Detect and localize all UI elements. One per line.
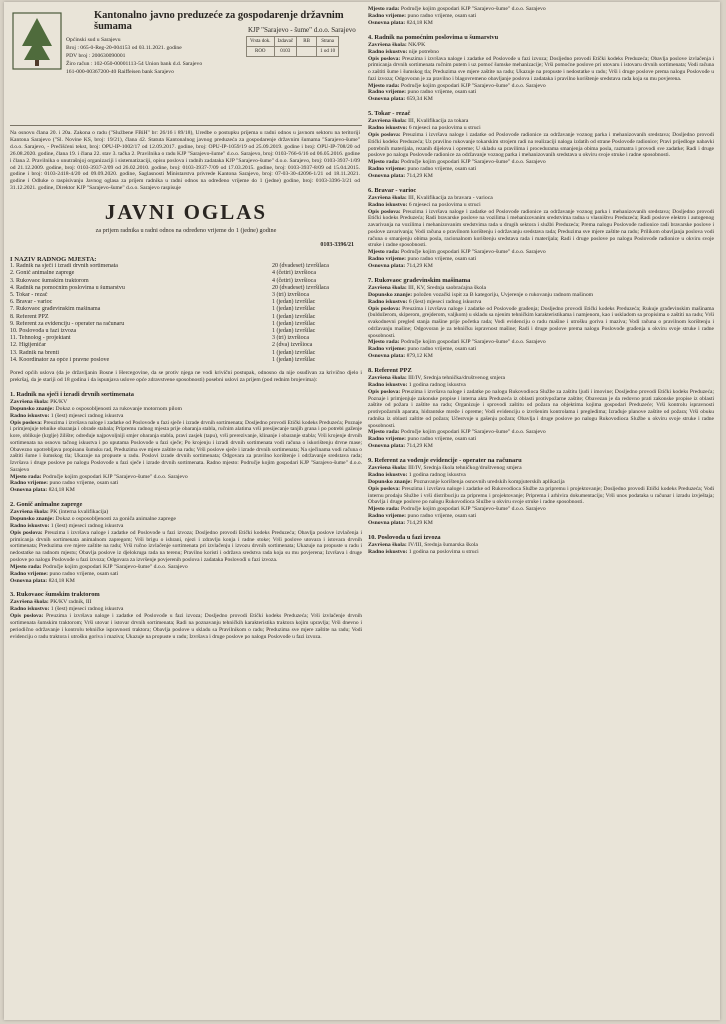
job-attribute-label: Osnovna plata: [368, 443, 406, 450]
job-attribute [368, 292, 714, 299]
letterhead [10, 8, 362, 126]
job-description [368, 132, 714, 159]
ref-header: Izdavač [274, 37, 297, 47]
job-description-text: Preuzima i izvršava naloge i zadatke od Poslovođe radionice za održavanje voznog parka i mehanizovanih sredstava; Dosljedno provodi Etički kodeks Preduzeća; Radi bravarske poslove na vozilima i mehanizovanim sredstvima radna u vlasništvu Preduzeća; Radi poslove elektro i autogenog zavarivanja na vozilima i mehanizovanim sredstvima rada u drugih sektora i službi Preduzeća; Prema nalogu Poslovođe radionice radi bravarske poslove i poslove zavarivanja; Vodi računa o pravilnom korištenju i održavanju sredstava rada; Preduzima sve mjere zaštite na radu; Prilikom obavljanja poslova vodi računa o smanjenju obima posla, racionalnom korištenju sredstava rada i materijala; Radi i druge poslove po nalogu Poslovođe radionice u okviru svoje struke i radne sposobnosti. [368, 208, 714, 249]
jobs-left [10, 391, 362, 640]
job-attribute-label: Osnovna plata: [368, 353, 406, 360]
job-attribute [10, 406, 362, 413]
left-column [10, 8, 362, 1014]
job-attribute [368, 118, 714, 125]
info-line: PDV broj : 200630090001 [66, 53, 126, 59]
job-description-text: Preuzima i izvršava naloge i zadatke od Poslovođe u fazi sječe i izrade drvnih sortimenata; Dosljedno provodi Etički kodeks Preduzeća; Poznaje i primjenjuje tehnike obaranja i obrade stabala; Pripremu radnog mjesta prije obaranja stabla, ručnim alatima vrši presijecanje tanjih grana i po potrebi gaženje kore, oblikuje (krglje) žilište; određuje najpovoljniji smjer obaranja stabla, pravi zasjek (tapu), vrši prerezivanje, klinanje i obaranje stabla; Vrši krojenje drvnih sortimenata na osnovu tačnog iskustva i po uputama Poslovođe u fazi sječe; Po krojenju i izradi drvnih sortimenata vodi računa o iskorištenju drvne mase; Obavezno upotrebljava propisanu šumsku rad, Preduzima sve mjere zaštite na radu; Vrši poslove sječe i izrade drvnih sortimenata; Na sječinama vodi računa o zaštiti šume i šumskog tla; Ukazuje na propuste u radu. Poslovi izrade drvnih sortimenata; Odgovara za pravilno korištenje i održavanje sredstava rada; Izvršava i druge poslove po nalogu Poslovođe u fazi sječe i izrade drvnih sortimenata. Radno mjesto: Područje kojim gospodari KJP "Sarajevo-šume" d.o.o. Sarajevo [10, 419, 362, 473]
job-attribute-value: Područje kojim gospodari KJP "Sarajevo-šume" d.o.o. Sarajevo [399, 6, 546, 12]
position-row [10, 285, 362, 292]
job-description [10, 420, 362, 474]
job-attribute-label: Radno iskustvo: [368, 298, 408, 305]
job-description-label: Opis poslova: [10, 613, 46, 620]
positions-list [10, 263, 362, 364]
job-attribute-value: 1 (šest) mjeseci radnog iskustva [49, 606, 124, 613]
job-attribute [368, 42, 714, 49]
job-attribute-value: puno radno vrijeme, osam sati [48, 570, 119, 577]
title-block [10, 192, 362, 234]
job-attribute-label: Radno vrijeme: [10, 480, 49, 487]
position-name: 1. Radnik na sječi i izradi drvnih sortimenata [10, 263, 118, 270]
job-attribute-label: Mjesto rada: [368, 429, 400, 436]
job-attribute-label: Radno iskustvo: [10, 412, 50, 419]
job-attribute-value: 1 (šest) mjeseci radnog iskustva [49, 523, 124, 530]
job-description [368, 389, 714, 430]
job-description-label: Opis poslova: [368, 132, 403, 139]
position-row [10, 270, 362, 277]
job-attribute-value: 714,29 KM [405, 262, 433, 269]
job-attribute [368, 256, 714, 263]
job-attribute [368, 443, 714, 450]
position-count: 20 (dvadeset) izvršilaca [272, 263, 329, 270]
job-attribute-value: Dokaz o osposobljenosti za goniča animalne zaprege [54, 516, 176, 523]
job-attribute [10, 399, 362, 406]
position-count: 20 (dvadeset) izvršilaca [272, 284, 329, 291]
job-attribute [368, 83, 714, 90]
job-attribute [10, 480, 362, 487]
job-attribute-label: Završena škola: [368, 284, 407, 291]
job-attribute-value: Područje kojim gospodari KJP "Sarajevo-šume" d.o.o. Sarajevo [399, 429, 546, 436]
job-attribute-label: Radno vrijeme: [368, 165, 407, 172]
job-attribute [368, 173, 714, 180]
job-attribute-value: Područje kojim gospodari KJP "Sarajevo-šume" d.o.o. Sarajevo [399, 159, 546, 166]
job-attribute [368, 285, 714, 292]
job-section [368, 534, 714, 556]
position-count: 1 (jedan) izvršilac [272, 320, 316, 327]
job-attribute-value: 824,18 KM [405, 19, 433, 26]
job-section [368, 34, 714, 104]
position-row [10, 342, 362, 349]
job-attribute-label: Radno iskustvo: [10, 606, 50, 613]
job-attribute [10, 413, 362, 420]
ref-value: 1 od 10 [317, 47, 339, 57]
job-attribute-label: Mjesto rada: [368, 506, 400, 512]
job-attribute-value: 1 godina na poslovima u struci [407, 548, 479, 555]
job-attribute-value: 6 mjeseci na poslovima u struci [407, 201, 481, 208]
job-attribute-value: Područje kojim gospodari KJP "Sarajevo-šume" d.o.o. Sarajevo [41, 473, 188, 480]
job-attribute-value: NK/PK [406, 41, 426, 48]
job-section [10, 391, 362, 494]
job-description [10, 530, 362, 564]
job-title: 6. Bravar - varioc [368, 186, 417, 194]
position-row [10, 357, 362, 364]
job-attribute [368, 13, 714, 20]
page-subtitle: za prijem radnika u radni odnos na određeno vrijeme do 1 (jedne) godine [95, 227, 277, 235]
document-ref-table [246, 36, 339, 57]
position-row [10, 321, 362, 328]
position-name: 14. Koordinator za opće i pravne poslove [10, 356, 110, 363]
job-attribute-label: Osnovna plata: [368, 172, 406, 179]
job-title: 2. Gonič animalne zaprege [10, 501, 83, 509]
job-attribute-label: Osnovna plata: [10, 487, 48, 494]
position-name: 6. Bravar - varioc [10, 299, 53, 306]
position-name: 7. Rukovaoc građevinskim mašinama [10, 306, 101, 313]
position-name: 5. Tokar - rezač [10, 291, 48, 298]
job-description-label: Opis poslova: [368, 305, 403, 312]
job-description [368, 306, 714, 340]
job-attribute [368, 339, 714, 346]
right-column [368, 6, 714, 1014]
job-attribute [368, 479, 714, 486]
job-attribute-value: puno radno vrijeme, osam sati [406, 165, 477, 172]
position-name: 3. Rukovaoc šumskim traktorom [10, 277, 89, 284]
job-attribute-label: Završena škola: [368, 541, 407, 548]
job-description-label: Opis poslova: [10, 529, 45, 536]
job-description-text: Preuzima i izvršava naloge i zadatke od Poslovođe u fazi izvoza; Dosljedno provodi Etički kodeks Preduzeća; Obavlja poslove izvlačenja i primicanja drvnih sortimenata ručnim putem i uz pomoć šumske mehanizacije; Vrši pomoćne poslove pri utovaru i istovaru drvnih sortimenata; Vodi računa o zaštiti šume i šumskog tla; Preduzima sve mjere zaštite na radu; Ukazuje na propuste i nedostatke u radu; Vrši i druge poslove prema nalogu Poslovođe u fazi izvoza; Odgovoran je za pravilno i blagovremeno obavljanje poslova i zadataka i pravilno korištenje sredstava rada koja su mu povjerena. [368, 55, 714, 82]
job-attribute-label: Dopunsko znanje: [368, 291, 413, 298]
job-attribute-label: Radno vrijeme: [10, 570, 49, 577]
job-attribute [368, 202, 714, 209]
job-attribute-label: Završena škola: [368, 465, 407, 472]
job-attribute-value: 1 godina radnog iskustva [407, 471, 466, 478]
legal-intro: Na osnovu člana 20. i 20a. Zakona o radu ("Službene FBiH" br: 26/16 i 89/18), Uredbe o postupku prijema u radni odnos u javnom sektoru na teritoriji Kantona Sarajevo ("Sl. Novine KS, broj: 19/21), člana 42. Statuta Kantonalnog javnog preduzeća za gospodarenje državnim šumama "Sarajevo-šume" d.o.o. Sarajevo, - Prečišćeni tekst, broj: OPU-IP-1002/17 od 12.09.2017. godine, broj: OPU-IP-1059/19 od 25.09.2019. godine i broj: OPU-IP-708/20 od 26.08.2020. godine, člana 19. i člana 22. stav 3. tačka 2. Pravilnika o radu KJP "Sarajevo-šume" d.o.o. Sarajevo, broj: 0103-766-6/16 od 06.05.2016. godine i člana 2. Pravilnika o unutrašnjoj organizaciji i sistematizaciji, opisu poslova i radnih zadataka KJP "Sarajevo-šume" d.o.o. Sarajevo, broj: 0103-3937-1/09 od 21.12.2009. godine, broj: 0103-3937-2/09 od 26.02.2010. godine, broj: 0103-3937-7/09 od 17.03.2015. godine, broj: 0103-3937-8/09 od 15.04.2015. godine i broj: 0103-2418-4/20 od 09.09.2020. godine, Saglasnosti Ministarstva privrede Kantona Sarajevo, broj: 07-03-30-42096-1/21 od 18.11.2021. godine i Odluke o raspisivanju Javnog oglasa za prijem radnika u radni odnos na određeno vrijeme do 1 (jedne) godine, broj: 0103-3396-3/21 od 31.12.2021. godine, Direktor KJP "Sarajevo-šume" d.o.o. Sarajevo raspisuje [10, 130, 360, 192]
job-attribute-value: 714,29 KM [405, 519, 433, 526]
job-attribute-value: IV/III, Srednja šumarska škola [406, 541, 478, 548]
job-attribute-value: III/IV, Srednja škola tehničkog/društvenog smjera [406, 465, 522, 472]
position-name: 4. Radnik na pomoćnim poslovima u šumarstvu [10, 284, 125, 291]
job-section [10, 501, 362, 584]
job-description [368, 209, 714, 250]
job-attribute-value: Dokaz o osposobljenosti za rukovanje motornom pilom [54, 405, 182, 412]
ref-header: Vrsta dok. [247, 37, 275, 47]
position-name: 8. Referent PPZ [10, 313, 49, 320]
job-attribute-value: Poznavanje korištenja osnovnih uredskih kompjuterskih aplikacija [412, 478, 565, 485]
job-attribute [10, 474, 362, 481]
job-attribute-label: Dopunsko znanje: [10, 405, 55, 412]
job-attribute-label: Radno vrijeme: [368, 256, 407, 262]
position-name: 9. Referent za evidenciju - operater na računaru [10, 320, 125, 327]
job-attribute [368, 125, 714, 132]
job-description-label: Opis poslova: [368, 485, 402, 492]
job-attribute-value: III/IV, Srednja tehnička/društvenog smjera [406, 375, 506, 381]
job-attribute-value: puno radno vrijeme, osam sati [406, 12, 477, 19]
job-attribute [368, 299, 714, 306]
job-description-text: Preuzima i izvršava naloge i zadatke od Poslovođe u fazi izvoza; Dosljedno provodi Etički kodeks Preduzeća; Obavlja poslove izvlačenja i primicanja drvnih sortimenata animalnom zapregom; Vrši brigu o ishrani, njezi i zdravlju konja i radne stoke; Vrši poslove utovara i istovara drvnih sortimenata; Preduzima sve mjere zaštite na radu; Vrši ručno izvlačenje sortimenata pri izvlačenju i izvozu drvnih sortimenata; Ukazuje na propuste u radu i nedostatke na radnom mjestu; Obavlja poslove iz djelokruga rada na terenu; Pravilno koristi i održava sredstva rada koja su mu povjerena; Izvršava i druge poslove po nalogu Poslovođe u fazi izvoza; Odgovara za izvršenje povjerenih poslova i zadataka Poslovođi u fazi izvoza. [10, 529, 362, 563]
job-title: 9. Referent za vođenje evidencije - operater na računaru [368, 457, 522, 465]
position-count: 1 (jedan) izvršilac [272, 327, 316, 334]
job-attribute [10, 564, 362, 571]
position-count: 1 (jedan) izvršilac [272, 356, 316, 363]
position-count: 2 (dva) izvršioca [272, 342, 313, 349]
job-attribute-label: Osnovna plata: [368, 262, 406, 269]
job-attribute-label: Završena škola: [368, 41, 407, 48]
info-line: Općinski sud u Sarajevu [66, 37, 121, 43]
job-description-text: Preuzima i izvršava naloge i zadatke od Poslovođe radionice za održavanje voznog parka i mehanizovanih sredstava; Dosljedno provodi Etički kodeks Preduzeća; Uz pravilno rukovanje tokarskim strojem radi na realizaciji naloga izdatih od strane Poslovođe radionice; Pravi prijedloge nabavki potrebnih materijala, rezanih dijelova i opreme; U skladu sa pravilima i procedurama smanjenja obima posla, razmatra i provodi sve zadatke; Radi i druge poslove po nalogu Poslovođe radionice za održavanje voznog parka i mehanizovanih sredstava u okviru svoje struke i radne sposobnosti. [368, 132, 714, 159]
job-attribute-label: Mjesto rada: [368, 159, 400, 166]
job-title: 10. Poslovođa u fazi izvoza [368, 533, 441, 541]
job-description [368, 56, 714, 83]
position-row [10, 278, 362, 285]
position-count: 3 (tri) izvršioca [272, 335, 309, 342]
job-attribute [368, 520, 714, 527]
job-section [368, 367, 714, 450]
ref-value: 0103 [274, 47, 297, 57]
job-attribute-label: Mjesto rada: [368, 6, 400, 12]
job-attribute-value: 6 mjeseci na poslovima u struci [407, 125, 481, 132]
job-attribute-value: 1 (šest) mjeseci radnog iskustva [49, 412, 124, 419]
job-description-label: Opis poslova: [10, 419, 44, 426]
job-section [10, 591, 362, 640]
ref-header: Strana [317, 37, 339, 47]
job-attribute-value: III, KV, Srednja saobraćajna škola [406, 284, 487, 291]
job-attribute-value: puno radno vrijeme, osam sati [406, 89, 477, 96]
job-attribute-value: 714,29 KM [405, 172, 433, 179]
job-attribute-label: Osnovna plata: [368, 519, 406, 526]
position-row [10, 314, 362, 321]
job-title: 1. Radnik na sječi i izradi drvnih sortimenata [10, 390, 134, 398]
position-row [10, 306, 362, 313]
job-attribute [10, 571, 362, 578]
position-count: 1 (jedan) izvršilac [272, 306, 316, 313]
registration-info [66, 36, 236, 76]
jobs-right [368, 34, 714, 556]
position-row [10, 328, 362, 335]
job-title: 3. Rukovaoc šumskim traktorom [10, 591, 100, 599]
job-attribute-value: PK/KV [48, 398, 68, 405]
job-attribute-value: PK/KV radnik, III [48, 599, 92, 606]
ref-header: RB [297, 37, 317, 47]
position-name: 12. Higijeničar [10, 342, 46, 349]
position-name: 13. Radnik na brenti [10, 349, 59, 356]
position-name: 2. Gonič animalne zaprege [10, 270, 75, 277]
ref-value [297, 47, 317, 57]
job-attribute-label: Završena škola: [368, 194, 407, 201]
job-description-text: Preuzima i izvršava naloge i zadatke od Rukovodioca Službe za pripremu i projektovanje; Dosljedno provodi Etički kodeks Preduzeća; Vodi internu prodaju Službe i vrši distribuciju za pripremu i projektovanje; Priprema i arhivira dokumentaciju; Vrši unos podataka u računar i izradu izvještaja; Obavlja i druge poslove po nalogu Rukovodioca Službe u okviru svoje struke i radne sposobnosti. [368, 485, 714, 506]
position-name: 10. Poslovođa u fazi izvoza [10, 327, 77, 334]
job-attribute-label: Osnovna plata: [368, 96, 406, 103]
job-attribute [368, 472, 714, 479]
job-attribute [368, 96, 714, 103]
company-brand: KJP "Sarajevo - šume" d.o.o. Sarajevo [248, 26, 356, 34]
job-attribute [368, 353, 714, 360]
job-attribute [368, 166, 714, 173]
job-attribute-value: PK (interna kvalifikacija) [48, 509, 109, 516]
job-attribute-value: položen vozački ispit za B kategoriju, Uvjerenje o rukovanju radnom mašinom [412, 291, 594, 298]
job-attribute-label: Mjesto rada: [10, 563, 42, 570]
job-attribute-value: Područje kojim gospodari KJP "Sarajevo-šume" d.o.o. Sarajevo [399, 339, 546, 346]
position-name: 11. Tehnolog - projektant [10, 335, 71, 342]
job-attribute-label: Mjesto rada: [368, 339, 400, 346]
job-attribute [368, 249, 714, 256]
info-line: Broj : 065-0-Reg-20-004153 od 03.11.2021. godine [66, 45, 182, 51]
job-attribute [368, 549, 714, 556]
job-attribute-value: III, Kvalifikacija za tokara [406, 118, 469, 125]
job-title: 4. Radnik na pomoćnim poslovima u šumarstvu [368, 33, 499, 41]
job-attribute-label: Dopunsko znanje: [368, 478, 413, 485]
job-attribute-value: Područje kojim gospodari KJP "Sarajevo-šume" d.o.o. Sarajevo [399, 82, 546, 89]
job-section [368, 187, 714, 270]
job-section [368, 457, 714, 527]
job-attribute [368, 375, 714, 382]
position-count: 1 (jedan) izvršilac [272, 313, 316, 320]
job-attribute-label: Radno iskustvo: [368, 548, 408, 555]
job-attribute-label: Dopunsko znanje: [10, 516, 55, 523]
positions-heading: I NAZIV RADNOG MJESTA: [10, 256, 97, 264]
continued-job-tail [368, 6, 714, 27]
job-attribute-label: Radno vrijeme: [368, 12, 407, 19]
job-attribute [368, 159, 714, 166]
job-attribute-label: Mjesto rada: [368, 82, 400, 89]
job-description-label: Opis poslova: [368, 388, 402, 395]
job-attribute [10, 578, 362, 585]
job-attribute-value: 824,18 KM [47, 577, 75, 584]
job-title: 7. Rukovaoc građevinskim mašinama [368, 276, 471, 284]
job-attribute-label: Radno iskustvo: [368, 471, 408, 478]
job-attribute-label: Radno iskustvo: [368, 48, 408, 55]
job-description-text: Preuzima i izvršava naloge i zadatke od Poslovođe građenja; Dosljedno provodi Etički kodeks Preduzeća; Rukuje građevinskim mašinama (buldožerom, skiperom, grejderom, valjkom) u skladu sa njenim tehničkim karakteristikama i namjenom, kao i uskladom sa propisima o zaštiti na radu; Vrši svakodnevni pregled stanja mašine prije početka rada; Vodi evidenciju o radu mašine i utrošku goriva i maziva; Vodi računa o pravilnom korištenju i održavanju mašine; Odgovoran je za tehničku ispravnost mašine; Radi i druge poslove prema nalogu Poslovođe građenja u okviru svoje struke i radne sposobnosti. [368, 305, 714, 339]
info-line: 161-000-00367200-40 Raiffeisen bank Sarajevo [66, 69, 174, 75]
job-attribute-label: Osnovna plata: [10, 577, 48, 584]
job-description [10, 613, 362, 640]
job-attribute [10, 509, 362, 516]
position-count: 1 (jedan) izvršilac [272, 349, 316, 356]
ref-value: ROO [247, 47, 275, 57]
position-count: 4 (četiri) izvršioca [272, 277, 316, 284]
job-attribute-value: 824,18 KM [47, 487, 75, 494]
job-attribute-label: Radno vrijeme: [368, 436, 407, 443]
job-attribute [368, 346, 714, 353]
job-attribute-value: 1 godina radnog iskustva [407, 381, 466, 388]
job-attribute-label: Radno vrijeme: [368, 89, 407, 96]
job-section [368, 110, 714, 180]
job-attribute-label: Osnovna plata: [368, 19, 406, 26]
position-row [10, 350, 362, 357]
job-attribute [368, 195, 714, 202]
job-attribute [368, 436, 714, 443]
newspaper-page [4, 2, 720, 1020]
job-attribute-label: Radno iskustvo: [368, 125, 408, 132]
job-description-text: Preuzima i izvršava naloge i zadatke po nalogu Rukovodioca Službe za zaštitu ljudi i imovine; Dosljedno provodi Etički kodeks Preduzeća; Poznaje i primjenjuje zakonske propise i interna akta Preduzeća iz oblasti protivpožarne zaštite; Obavezan je da redovno prati zakonske propise iz oblasti zaštite od požara i zaštite na radu; Organizuje i sprovodi zaštitu od požara na objektima kojima gospodari Preduzeće; Vrši kontrolu ispravnosti protivpožarnih aparata, hidrantske mreže i opreme; Vodi evidenciju o izvršenim kontrolama i pregledima; Izrađuje planove zaštite od požara; Vrši obuku radnika iz oblasti zaštite od požara; Učestvuje u gašenju požara; Obavlja i druge poslove po nalogu Rukovodioca Službe u okviru svoje struke i radne sposobnosti. [368, 388, 714, 429]
job-attribute [368, 20, 714, 27]
job-title: 8. Referent PPZ [368, 367, 412, 374]
job-attribute-value: 6 (šest) mjeseci radnog iskustva [407, 298, 482, 305]
job-attribute [368, 382, 714, 389]
job-attribute-value: III, Kvalifikacija za bravara - varioca [406, 194, 493, 201]
job-attribute-value: puno radno vrijeme, osam sati [406, 256, 477, 262]
job-description-label: Opis poslova: [368, 55, 402, 62]
position-count: 4 (četiri) izvršioca [272, 270, 316, 277]
job-attribute-value: Područje kojim gospodari KJP "Sarajevo-šume" d.o.o. Sarajevo [399, 506, 546, 512]
job-attribute-value: Područje kojim gospodari KJP "Sarajevo-šume" d.o.o. Sarajevo [399, 249, 546, 256]
job-attribute-value: puno radno vrijeme, osam sati [406, 436, 477, 443]
job-attribute-label: Završena škola: [10, 599, 49, 606]
company-name: Kantonalno javno preduzeće za gospodarenje državnim šumama [94, 10, 344, 32]
job-attribute-label: Završena škola: [368, 118, 407, 125]
job-attribute-value: 714,29 KM [405, 443, 433, 450]
job-attribute-value: nije potrebno [407, 48, 439, 55]
job-description-label: Opis poslova: [368, 208, 403, 215]
job-attribute [368, 263, 714, 270]
job-attribute [10, 523, 362, 530]
job-attribute-value: 879,12 KM [405, 353, 433, 360]
job-attribute-label: Radno iskustvo: [10, 523, 50, 530]
job-attribute [368, 49, 714, 56]
job-description-text: Preuzima i izvršava naloge i zadatke od Poslovođe u fazi izvoza; Dosljedno provodi Etički kodeks Preduzeća; Vrši izvlačenje drvnih sortimenata šumskim traktorom; Vrši utovar i istovar drvnih sortimenata; Radi na poznavanju tehničkih karakteristika traktora kojim upravlja; Vrši dnevno i periodično održavanje i kontrolu tehničke ispravnosti traktora; Obavlja poslove u skladu sa Pravilnikom o radu; Preduzima sve mjere zaštite na radu; Vodi evidenciju o radu traktora i utrošku goriva i maziva; Ukazuje na propuste u radu; Izvršava i druge poslove po nalogu Poslovođe u fazi izvoza. [10, 613, 362, 640]
job-attribute [368, 465, 714, 472]
page-title: JAVNI OGLAS [104, 200, 268, 225]
job-attribute-label: Završena škola: [368, 375, 407, 381]
job-attribute-label: Završena škola: [10, 509, 49, 516]
position-count: 3 (tri) izvršioca [272, 291, 309, 298]
job-attribute [368, 542, 714, 549]
forest-logo-icon [12, 12, 62, 70]
job-attribute-label: Radno vrijeme: [368, 346, 407, 353]
job-attribute-value: puno radno vrijeme, osam sati [406, 512, 477, 519]
job-attribute [368, 506, 714, 513]
job-attribute-label: Mjesto rada: [368, 249, 400, 256]
job-section [368, 277, 714, 360]
job-attribute-label: Radno vrijeme: [368, 512, 407, 519]
job-attribute [368, 6, 714, 13]
job-attribute-label: Završena škola: [10, 398, 49, 405]
job-attribute [368, 429, 714, 436]
job-attribute-value: puno radno vrijeme, osam sati [406, 346, 477, 353]
job-attribute-label: Mjesto rada: [10, 473, 42, 480]
job-attribute-value: Područje kojim gospodari KJP "Sarajevo-šume" d.o.o. Sarajevo [41, 563, 188, 570]
position-count: 1 (jedan) izvršilac [272, 299, 316, 306]
info-line: Žiro račun : 102-050-00001113-54 Union bank d.d. Sarajevo [66, 61, 203, 67]
job-attribute-label: Radno iskustvo: [368, 381, 408, 388]
job-attribute [368, 513, 714, 520]
job-attribute-label: Radno iskustvo: [368, 201, 408, 208]
job-attribute-value: puno radno vrijeme, osam sati [48, 480, 119, 487]
job-description [368, 486, 714, 506]
job-attribute [368, 89, 714, 96]
job-attribute [10, 487, 362, 494]
reference-number: 0103-3396/21 [320, 242, 354, 249]
job-title: 5. Tokar - rezač [368, 110, 411, 118]
general-conditions: Pored općih uslova (da je državljanin Bosne i Hercegovine, da se protiv njega ne vodi krivični postupak, odnosno da nije osuđivan za krivično djelo i prekršaj, da je stariji od 18 godina i da ispunjava uslove opće zdravstvene sposobnosti) posebni uslovi za prijem (pod rednim brojevima): [10, 370, 362, 383]
job-attribute-value: 659,34 KM [405, 96, 433, 103]
